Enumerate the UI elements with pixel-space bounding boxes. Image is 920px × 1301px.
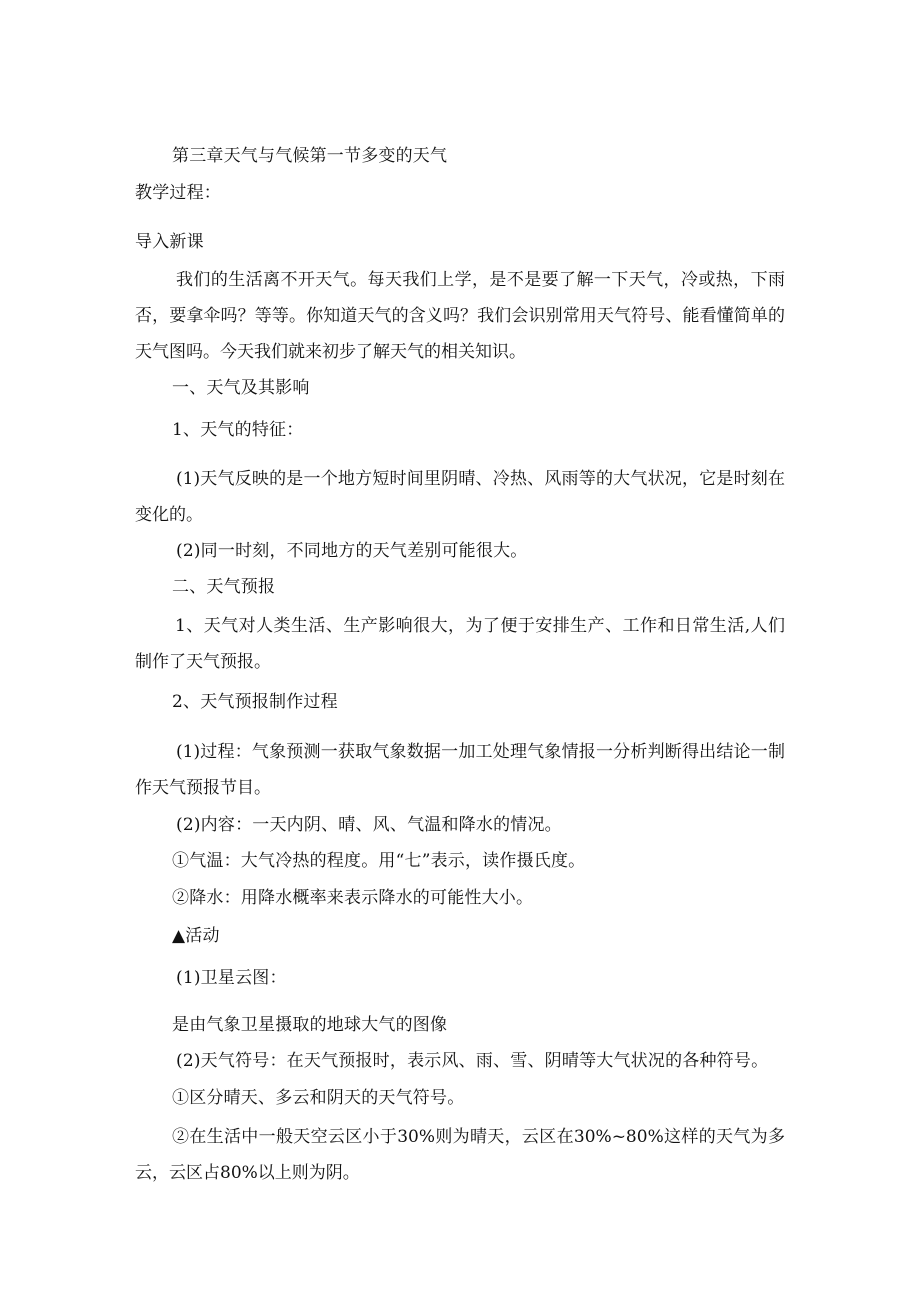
section2-process: (1)过程：气象预测一获取气象数据一加工处理气象情报一分析判断得出结论一制作天气预报节目。: [135, 742, 785, 798]
activity-item2-b: ②在生活中一般天空云区小于30%则为晴天，云区在30%~80%这样的天气为多云，云区占80%以上则为阴。: [135, 1127, 785, 1183]
process-label: 教学过程：: [135, 183, 221, 203]
section2-content: (2)内容：一天内阴、晴、风、气温和降水的情况。: [176, 815, 562, 835]
activity-heading: ▲活动: [172, 926, 220, 946]
section2-heading: 二、天气预报: [172, 577, 276, 597]
section2-point1: 1、天气对人类生活、生产影响很大，为了便于安排生产、工作和日常生活,人们制作了天气预报。: [135, 616, 785, 672]
section2-point2: 2、天气预报制作过程: [172, 692, 338, 712]
intro-paragraph: 我们的生活离不开天气。每天我们上学，是不是要了解一下天气，冷或热，下雨否，要拿伞吗？等等。你知道天气的含义吗？我们会识别常用天气符号、能看懂简单的天气图吗。今天我们就来初步了解天气的相关知识。: [135, 270, 785, 362]
activity-item2-a: ①区分晴天、多云和阴天的天气符号。: [172, 1088, 465, 1108]
section2-precipitation: ②降水：用降水概率来表示降水的可能性大小。: [172, 888, 534, 908]
section1-item1: (1)天气反映的是一个地方短时间里阴晴、冷热、风雨等的大气状况，它是时刻在变化的。: [135, 469, 785, 525]
activity-item1-label: (1)卫星云图：: [176, 968, 287, 988]
activity-item2: (2)天气符号：在天气预报时，表示风、雨、雪、阴晴等大气状况的各种符号。: [176, 1051, 769, 1071]
section2-temperature: ①气温：大气冷热的程度。用“七”表示，读作摄氏度。: [172, 851, 586, 871]
activity-item1-desc: 是由气象卫星摄取的地球大气的图像: [172, 1015, 448, 1035]
section1-sub1: 1、天气的特征：: [172, 420, 304, 440]
chapter-title: 第三章天气与气候第一节多变的天气: [172, 146, 448, 166]
intro-label: 导入新课: [135, 232, 204, 252]
section1-heading: 一、天气及其影响: [172, 378, 310, 398]
section1-item2: (2)同一时刻，不同地方的天气差别可能很大。: [176, 541, 528, 561]
